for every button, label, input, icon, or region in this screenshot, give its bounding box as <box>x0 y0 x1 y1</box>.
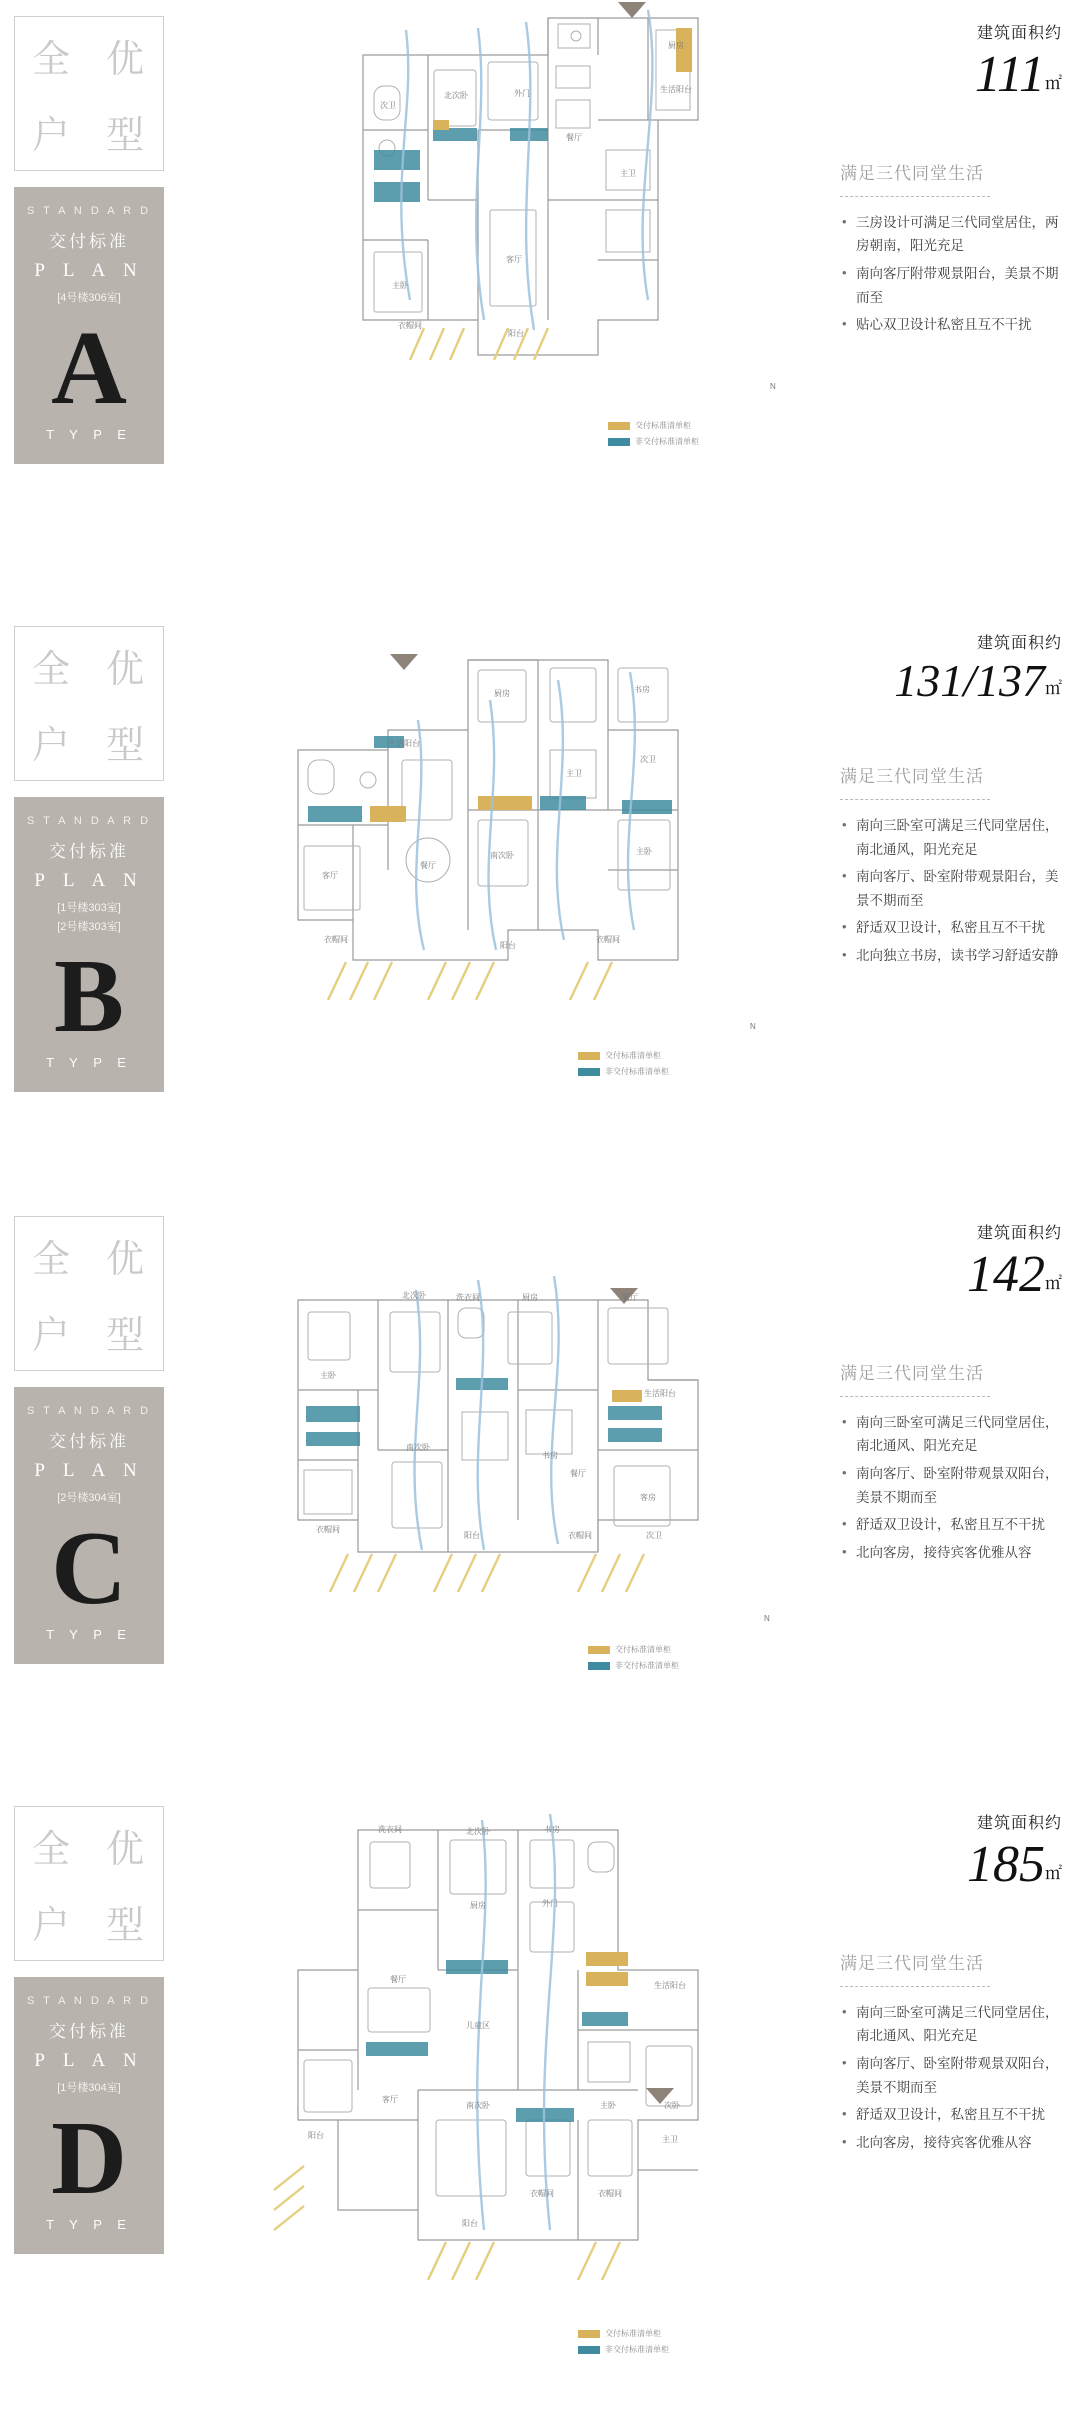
right-column-d <box>840 1790 1080 2159</box>
room-label: 生活阳台 <box>660 85 692 94</box>
legend-d <box>578 2328 669 2360</box>
badge-char-3: 户 <box>31 113 72 158</box>
legend-swatch-yellow <box>578 2330 600 2338</box>
floorplan-svg-a <box>178 0 838 600</box>
room-label: 客厅 <box>322 871 338 880</box>
plan-letter-b: B <box>53 937 125 1054</box>
room-label: 洗衣间 <box>456 1293 480 1302</box>
room-label: 书房 <box>542 1451 558 1460</box>
room-label: 厨房 <box>494 689 510 698</box>
right-column-c <box>840 1200 1080 1569</box>
room-label: 南次卧 <box>406 1443 430 1452</box>
floorplan-svg-b <box>178 610 838 1190</box>
badge-char-1: 全 <box>31 646 72 691</box>
floorplan-drawing-d <box>178 1790 840 2420</box>
compass-label: N <box>750 1022 756 1031</box>
plan-block-a <box>14 187 164 464</box>
room-label: 生活阳台 <box>644 1389 676 1398</box>
list-item: • 南向客厅、卧室附带观景双阳台，美景不期而至 <box>840 1462 1062 1509</box>
room-label: 阳台 <box>500 941 516 950</box>
badge-char-4: 型 <box>105 113 146 158</box>
legend-swatch-cyan <box>578 1068 600 1076</box>
room-label: 衣帽间 <box>530 2189 554 2198</box>
right-column-b <box>840 610 1080 972</box>
area-label-a: 建筑面积约 <box>976 25 1062 42</box>
divider-a <box>840 196 990 197</box>
legend-swatch-cyan <box>588 1662 610 1670</box>
badge-char-1: 全 <box>31 1236 72 1281</box>
room-label: 次卧 <box>664 2101 680 2110</box>
legend-cyan-label: 非交付标准清单柜 <box>615 1660 679 1670</box>
badge-char-1: 全 <box>31 36 72 81</box>
list-item: • 北向客房，接待宾客优雅从容 <box>840 1541 1062 1565</box>
area-label-d: 建筑面积约 <box>976 1815 1062 1832</box>
area-number-b: 131/137 <box>894 655 1045 706</box>
feature-list-a <box>840 211 1062 337</box>
room-label: 衣帽间 <box>398 321 422 330</box>
room-label: 次卫 <box>646 1531 662 1540</box>
list-item: • 舒适双卫设计，私密且互不干扰 <box>840 1513 1062 1537</box>
area-label-c: 建筑面积约 <box>976 1225 1062 1242</box>
area-value-b <box>840 655 1062 708</box>
compass-c <box>764 1614 770 1623</box>
room-label: 主卫 <box>662 2135 678 2144</box>
room-label: 餐厅 <box>420 861 436 870</box>
legend-c <box>588 1644 679 1676</box>
room-label: 衣帽间 <box>316 1525 340 1534</box>
room-label: 北次卧 <box>402 1291 426 1300</box>
badge-char-4: 型 <box>105 723 146 768</box>
room-label: 生活阳台 <box>388 739 420 748</box>
badge-char-3: 户 <box>31 1313 72 1358</box>
quan-you-badge-b <box>14 626 164 781</box>
list-item: • 贴心双卫设计私密且互不干扰 <box>840 313 1062 337</box>
area-value-a <box>840 45 1062 105</box>
area-number-d: 185 <box>967 1836 1045 1893</box>
room-label: 客房 <box>640 1493 656 1502</box>
type-en-label-a: T Y P E <box>46 426 132 442</box>
plan-letter-c: C <box>51 1508 127 1626</box>
unit-code-d-1: [1号楼304室] <box>57 2082 121 2094</box>
badge-char-2: 优 <box>105 1236 146 1281</box>
room-label: 生活阳台 <box>654 1981 686 1990</box>
legend-cyan-label: 非交付标准清单柜 <box>605 1066 669 1076</box>
feature-list-b <box>840 814 1062 968</box>
standard-cn-label: 交付标准 <box>49 1432 129 1451</box>
area-value-c <box>840 1245 1062 1305</box>
compass-label: N <box>764 1614 770 1623</box>
standard-en-label: S T A N D A R D <box>26 815 152 827</box>
legend-swatch-cyan <box>608 438 630 446</box>
legend-swatch-yellow <box>588 1646 610 1654</box>
list-item: • 南向三卧室可满足三代同堂居住，南北通风、阳光充足 <box>840 2001 1062 2048</box>
plan-en-label: P L A N <box>34 2050 144 2071</box>
room-label: 书房 <box>544 1825 560 1834</box>
plan-en-label: P L A N <box>34 260 144 281</box>
divider-c <box>840 1396 990 1397</box>
floorplan-drawing-a <box>178 0 840 610</box>
divider-b <box>840 799 990 800</box>
floorplan-drawing-b <box>178 610 840 1200</box>
room-label: 南次卧 <box>490 851 514 860</box>
list-item: • 舒适双卫设计，私密且互不干扰 <box>840 916 1062 940</box>
room-label: 儿童区 <box>466 2021 490 2030</box>
floorplan-svg-c <box>178 1200 838 1780</box>
legend-b <box>578 1050 669 1082</box>
subtitle-d: 满足三代同堂生活 <box>840 1953 984 1973</box>
room-label: 衣帽间 <box>598 2189 622 2198</box>
badge-char-2: 优 <box>105 36 146 81</box>
room-label: 次卫 <box>640 755 656 764</box>
area-number-c: 142 <box>967 1246 1045 1303</box>
divider-d <box>840 1986 990 1987</box>
room-label: 外门 <box>514 89 530 98</box>
room-label: 北次卧 <box>444 91 468 100</box>
list-item: • 三房设计可满足三代同堂居住，两房朝南，阳光充足 <box>840 211 1062 258</box>
room-label: 餐厅 <box>570 1469 586 1478</box>
badge-char-3: 户 <box>31 1903 72 1948</box>
legend-swatch-cyan <box>578 2346 600 2354</box>
subtitle-b: 满足三代同堂生活 <box>840 766 984 786</box>
room-label: 衣帽间 <box>324 935 348 944</box>
plan-en-label: P L A N <box>34 1460 144 1481</box>
badge-char-4: 型 <box>105 1903 146 1948</box>
compass-b <box>750 1022 756 1031</box>
room-label: 厨房 <box>470 1901 486 1910</box>
plan-letter-a: A <box>51 308 127 426</box>
compass-label: N <box>770 382 776 391</box>
legend-cyan-label: 非交付标准清单柜 <box>605 2344 669 2354</box>
subtitle-a: 满足三代同堂生活 <box>840 163 984 183</box>
room-label: 餐厅 <box>622 1293 638 1302</box>
list-item: • 北向独立书房，读书学习舒适安静 <box>840 944 1062 968</box>
legend-yellow-label: 交付标准清单柜 <box>615 1645 671 1654</box>
area-unit-c: ㎡ <box>1045 1274 1062 1293</box>
floorplan-svg-d <box>178 1790 838 2410</box>
area-value-d <box>840 1835 1062 1895</box>
subtitle-c: 满足三代同堂生活 <box>840 1363 984 1383</box>
left-column-b <box>0 610 178 1092</box>
badge-char-2: 优 <box>105 1826 146 1871</box>
type-en-label-d: T Y P E <box>46 2216 132 2232</box>
unit-code-c-1: [2号楼304室] <box>57 1492 121 1504</box>
list-item: • 南向三卧室可满足三代同堂居住，南北通风，阳光充足 <box>840 814 1062 861</box>
list-item: • 南向三卧室可满足三代同堂居住，南北通风、阳光充足 <box>840 1411 1062 1458</box>
room-label: 客厅 <box>382 2095 398 2104</box>
standard-cn-label: 交付标准 <box>49 232 129 251</box>
room-label: 外门 <box>542 1899 558 1908</box>
area-unit-b: ㎡ <box>1045 679 1062 698</box>
standard-en-label: S T A N D A R D <box>26 205 152 217</box>
standard-en-label: S T A N D A R D <box>26 1995 152 2007</box>
feature-list-d <box>840 2001 1062 2155</box>
left-column-d <box>0 1790 178 2254</box>
room-label: 厨房 <box>668 41 684 50</box>
legend-swatch-yellow <box>578 1052 600 1060</box>
area-label-b: 建筑面积约 <box>976 635 1062 652</box>
type-en-label-b: T Y P E <box>46 1055 132 1071</box>
room-label: 北次卧 <box>466 1827 490 1836</box>
badge-char-4: 型 <box>105 1313 146 1358</box>
room-label: 餐厅 <box>566 133 582 142</box>
room-label: 厨房 <box>522 1293 538 1302</box>
badge-char-3: 户 <box>31 723 72 768</box>
section-plan-c <box>0 1200 1080 1790</box>
plan-letter-d: D <box>51 2098 127 2216</box>
badge-char-1: 全 <box>31 1826 72 1871</box>
room-label: 主卧 <box>636 847 652 856</box>
room-label: 阳台 <box>308 2131 324 2140</box>
section-plan-b <box>0 610 1080 1200</box>
room-label: 次卫 <box>380 101 396 110</box>
legend-swatch-yellow <box>608 422 630 430</box>
unit-code-b-2: [2号楼303室] <box>57 920 121 933</box>
quan-you-badge-d <box>14 1806 164 1961</box>
list-item: • 北向客房，接待宾客优雅从容 <box>840 2131 1062 2155</box>
section-plan-d <box>0 1790 1080 2420</box>
room-label: 主卧 <box>600 2101 616 2110</box>
plan-block-c <box>14 1387 164 1664</box>
floorplan-drawing-c <box>178 1200 840 1790</box>
quan-you-badge-c <box>14 1216 164 1371</box>
legend-a <box>608 420 699 452</box>
quan-you-badge-a <box>14 16 164 171</box>
room-label: 衣帽间 <box>568 1531 592 1540</box>
section-plan-a <box>0 0 1080 610</box>
area-number-a: 111 <box>974 46 1045 103</box>
room-label: 主卫 <box>566 769 582 778</box>
legend-yellow-label: 交付标准清单柜 <box>605 1051 661 1060</box>
badge-char-2: 优 <box>105 646 146 691</box>
unit-code-a-1: [4号楼306室] <box>57 292 121 304</box>
list-item: • 南向客厅附带观景阳台，美景不期而至 <box>840 262 1062 309</box>
room-label: 主卧 <box>320 1371 336 1380</box>
room-label: 洗衣间 <box>378 1825 402 1834</box>
legend-yellow-label: 交付标准清单柜 <box>635 421 691 430</box>
room-label: 书房 <box>634 685 650 694</box>
feature-list-c <box>840 1411 1062 1565</box>
room-label: 阳台 <box>462 2219 478 2228</box>
compass-a <box>770 382 776 391</box>
room-label: 阳台 <box>508 329 524 338</box>
room-label: 主卧 <box>392 281 408 290</box>
type-en-label-c: T Y P E <box>46 1626 132 1642</box>
room-label: 餐厅 <box>390 1975 406 1984</box>
plan-block-d <box>14 1977 164 2254</box>
area-unit-a: ㎡ <box>1045 74 1062 93</box>
standard-cn-label: 交付标准 <box>49 2022 129 2041</box>
room-label: 衣帽间 <box>596 935 620 944</box>
list-item: • 南向客厅、卧室附带观景双阳台，美景不期而至 <box>840 2052 1062 2099</box>
room-label: 主卫 <box>620 169 636 178</box>
legend-yellow-label: 交付标准清单柜 <box>605 2329 661 2338</box>
left-column-c <box>0 1200 178 1664</box>
list-item: • 南向客厅、卧室附带观景阳台，美景不期而至 <box>840 865 1062 912</box>
room-label: 客厅 <box>506 255 522 264</box>
plan-en-label: P L A N <box>34 870 144 891</box>
plan-block-b <box>14 797 164 1092</box>
unit-code-b-1: [1号楼303室] <box>57 902 121 914</box>
left-column-a <box>0 0 178 464</box>
right-column-a <box>840 0 1080 341</box>
legend-cyan-label: 非交付标准清单柜 <box>635 436 699 446</box>
room-label: 南次卧 <box>466 2101 490 2110</box>
standard-cn-label: 交付标准 <box>49 842 129 861</box>
room-label: 阳台 <box>464 1531 480 1540</box>
area-unit-d: ㎡ <box>1045 1864 1062 1883</box>
standard-en-label: S T A N D A R D <box>26 1405 152 1417</box>
list-item: • 舒适双卫设计，私密且互不干扰 <box>840 2103 1062 2127</box>
